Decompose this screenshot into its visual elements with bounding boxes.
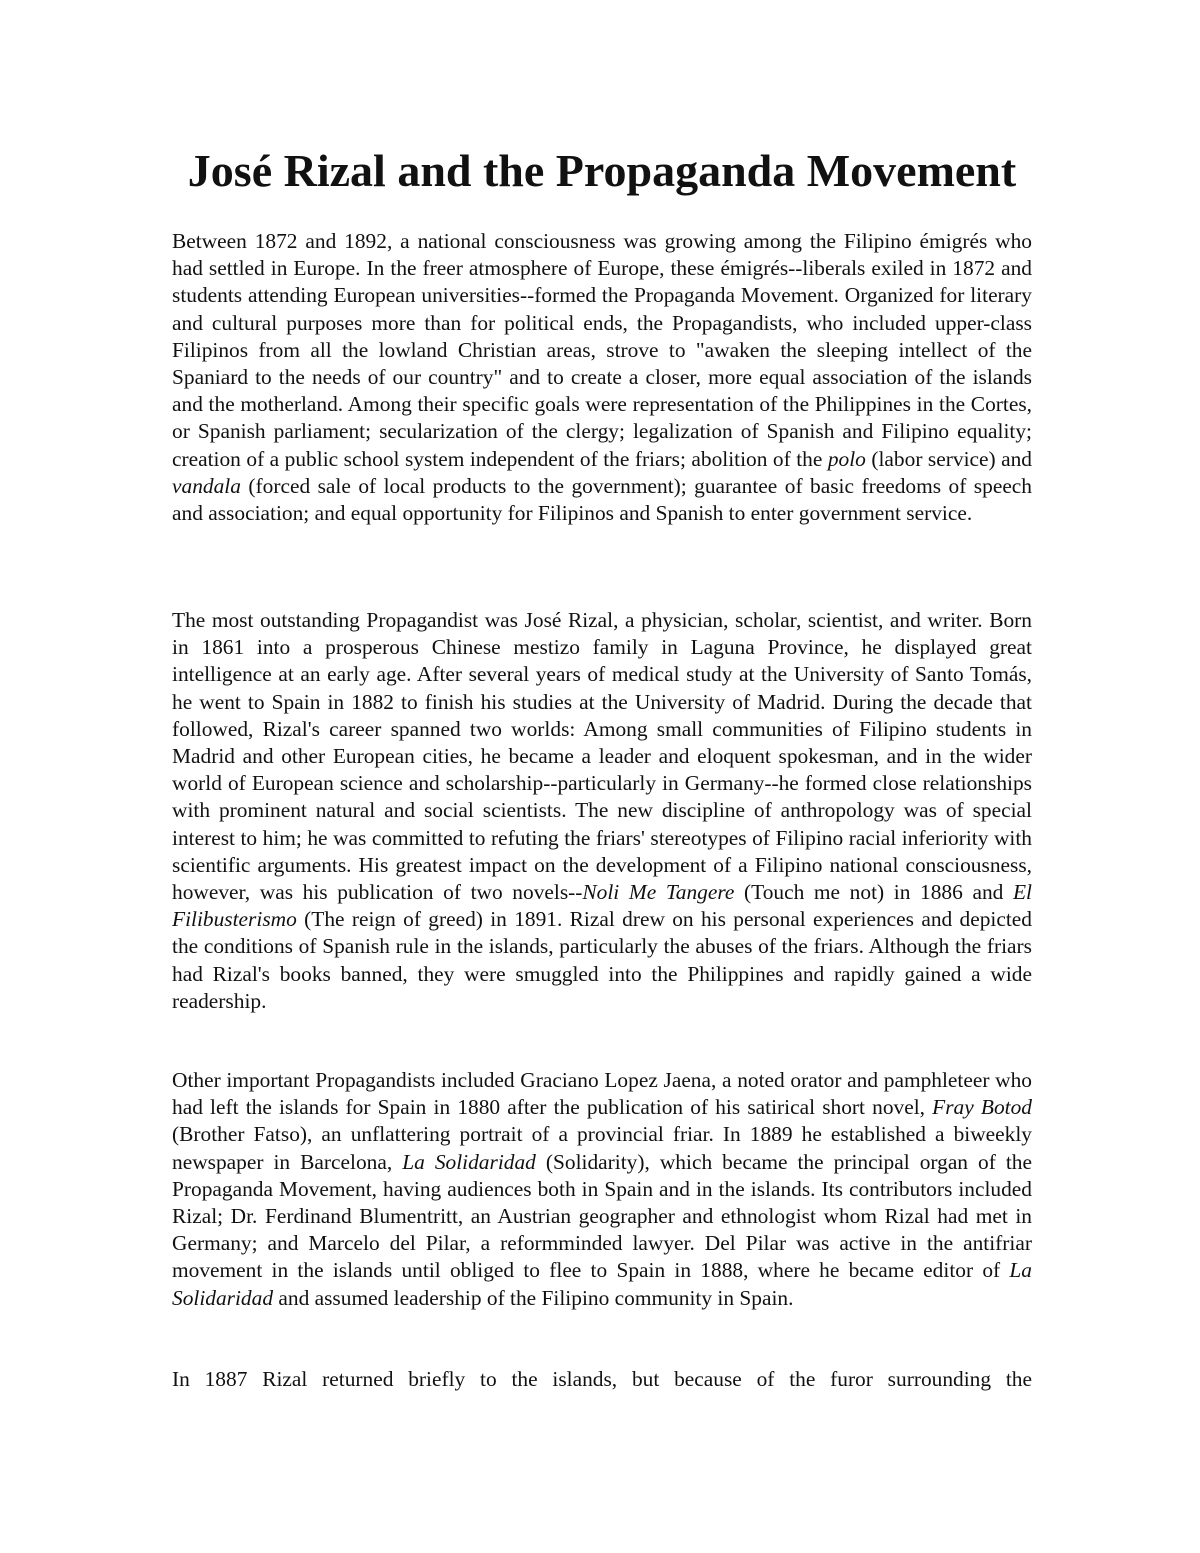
italic-term-polo: polo [827, 446, 866, 471]
paragraph-text: and assumed leadership of the Filipino community in Spain. [273, 1285, 794, 1310]
paragraph-4 [172, 1366, 1032, 1393]
paragraph-text: (Brother Fatso), an unflattering portrait of a provincial friar. In 1889 he established a biweekly newspaper in Barcelona, [172, 1122, 1032, 1174]
paragraph-text: (Touch me not) in 1886 and [734, 880, 1013, 905]
paragraph-text: Other important Propagandists included Graciano Lopez Jaena, a noted orator and pamphleteer who had left the islands for Spain in 1880 after the publication of his satirical short novel, [172, 1068, 1032, 1120]
paragraph-text: In 1887 Rizal returned briefly to the islands, but because of the furor surrounding the [172, 1367, 1032, 1391]
paragraph-text: (The reign of greed) in 1891. Rizal drew on his personal experiences and depicted the conditions of Spanish rule in the islands, particularly the abuses of the friars. Although the friars had Rizal's books banned, they were smuggled into the Philippines and rapidly gained a wide readership. [172, 907, 1032, 1013]
italic-term-vandala: vandala [172, 473, 241, 498]
italic-title-el-filibusterismo: El Filibusterismo [172, 880, 1032, 932]
italic-title-la-solidaridad: La Solidaridad [402, 1149, 536, 1174]
paragraph-text: Between 1872 and 1892, a national consciousness was growing among the Filipino émigrés who had settled in Europe. In the freer atmosphere of Europe, these émigrés--liberals exiled in 1872 and students attending European universities--formed the Propaganda Movement. Organized for literary and cultural purposes more than for political ends, the Propagandists, who included upper-class Filipinos from all the lowland Christian areas, strove to "awaken the sleeping intellect of the Spaniard to the needs of our country" and to create a closer, more equal association of the islands and the motherland. Among their specific goals were representation of the Philippines in the Cortes, or Spanish parliament; secularization of the clergy; legalization of Spanish and Filipino equality; creation of a public school system independent of the friars; abolition of the [172, 229, 1032, 471]
italic-title-noli-me-tangere: Noli Me Tangere [582, 880, 735, 905]
paragraph-text: (Solidarity), which became the principal organ of the Propaganda Movement, having audiences both in Spain and in the islands. Its contributors included Rizal; Dr. Ferdinand Blumentritt, an Austrian geographer and ethnologist whom Rizal had met in Germany; and Marcelo del Pilar, a reformminded lawyer. Del Pilar was active in the antifriar movement in the islands until obliged to flee to Spain in 1888, where he became editor of [172, 1149, 1032, 1283]
paragraph-1 [172, 228, 1032, 527]
document-title: José Rizal and the Propaganda Movement [187, 145, 1017, 196]
paragraph-text: (forced sale of local products to the government); guarantee of basic freedoms of speech and association; and equal opportunity for Filipinos and Spanish to enter government service. [172, 473, 1032, 526]
paragraph-3 [172, 1067, 1032, 1312]
paragraph-text: The most outstanding Propagandist was José Rizal, a physician, scholar, scientist, and writer. Born in 1861 into a prosperous Chinese mestizo family in Laguna Province, he displayed great intelligence at an early age. After several years of medical study at the University of Santo Tomás, he went to Spain in 1882 to finish his studies at the University of Madrid. During the decade that followed, Rizal's career spanned two worlds: Among small communities of Filipino students in Madrid and other European cities, he became a leader and eloquent spokesman, and in the wider world of European science and scholarship--particularly in Germany--he formed close relationships with prominent natural and social scientists. The new discipline of anthropology was of special interest to him; he was committed to refuting the friars' stereotypes of Filipino racial inferiority with scientific arguments. His greatest impact on the development of a Filipino national consciousness, however, was his publication of two novels-- [172, 608, 1032, 905]
paragraph-2 [172, 607, 1032, 1015]
paragraph-text: (labor service) and [865, 446, 1032, 471]
italic-title-la-solidaridad: La Solidaridad [172, 1258, 1032, 1310]
italic-title-fray-botod: Fray Botod [932, 1095, 1032, 1120]
